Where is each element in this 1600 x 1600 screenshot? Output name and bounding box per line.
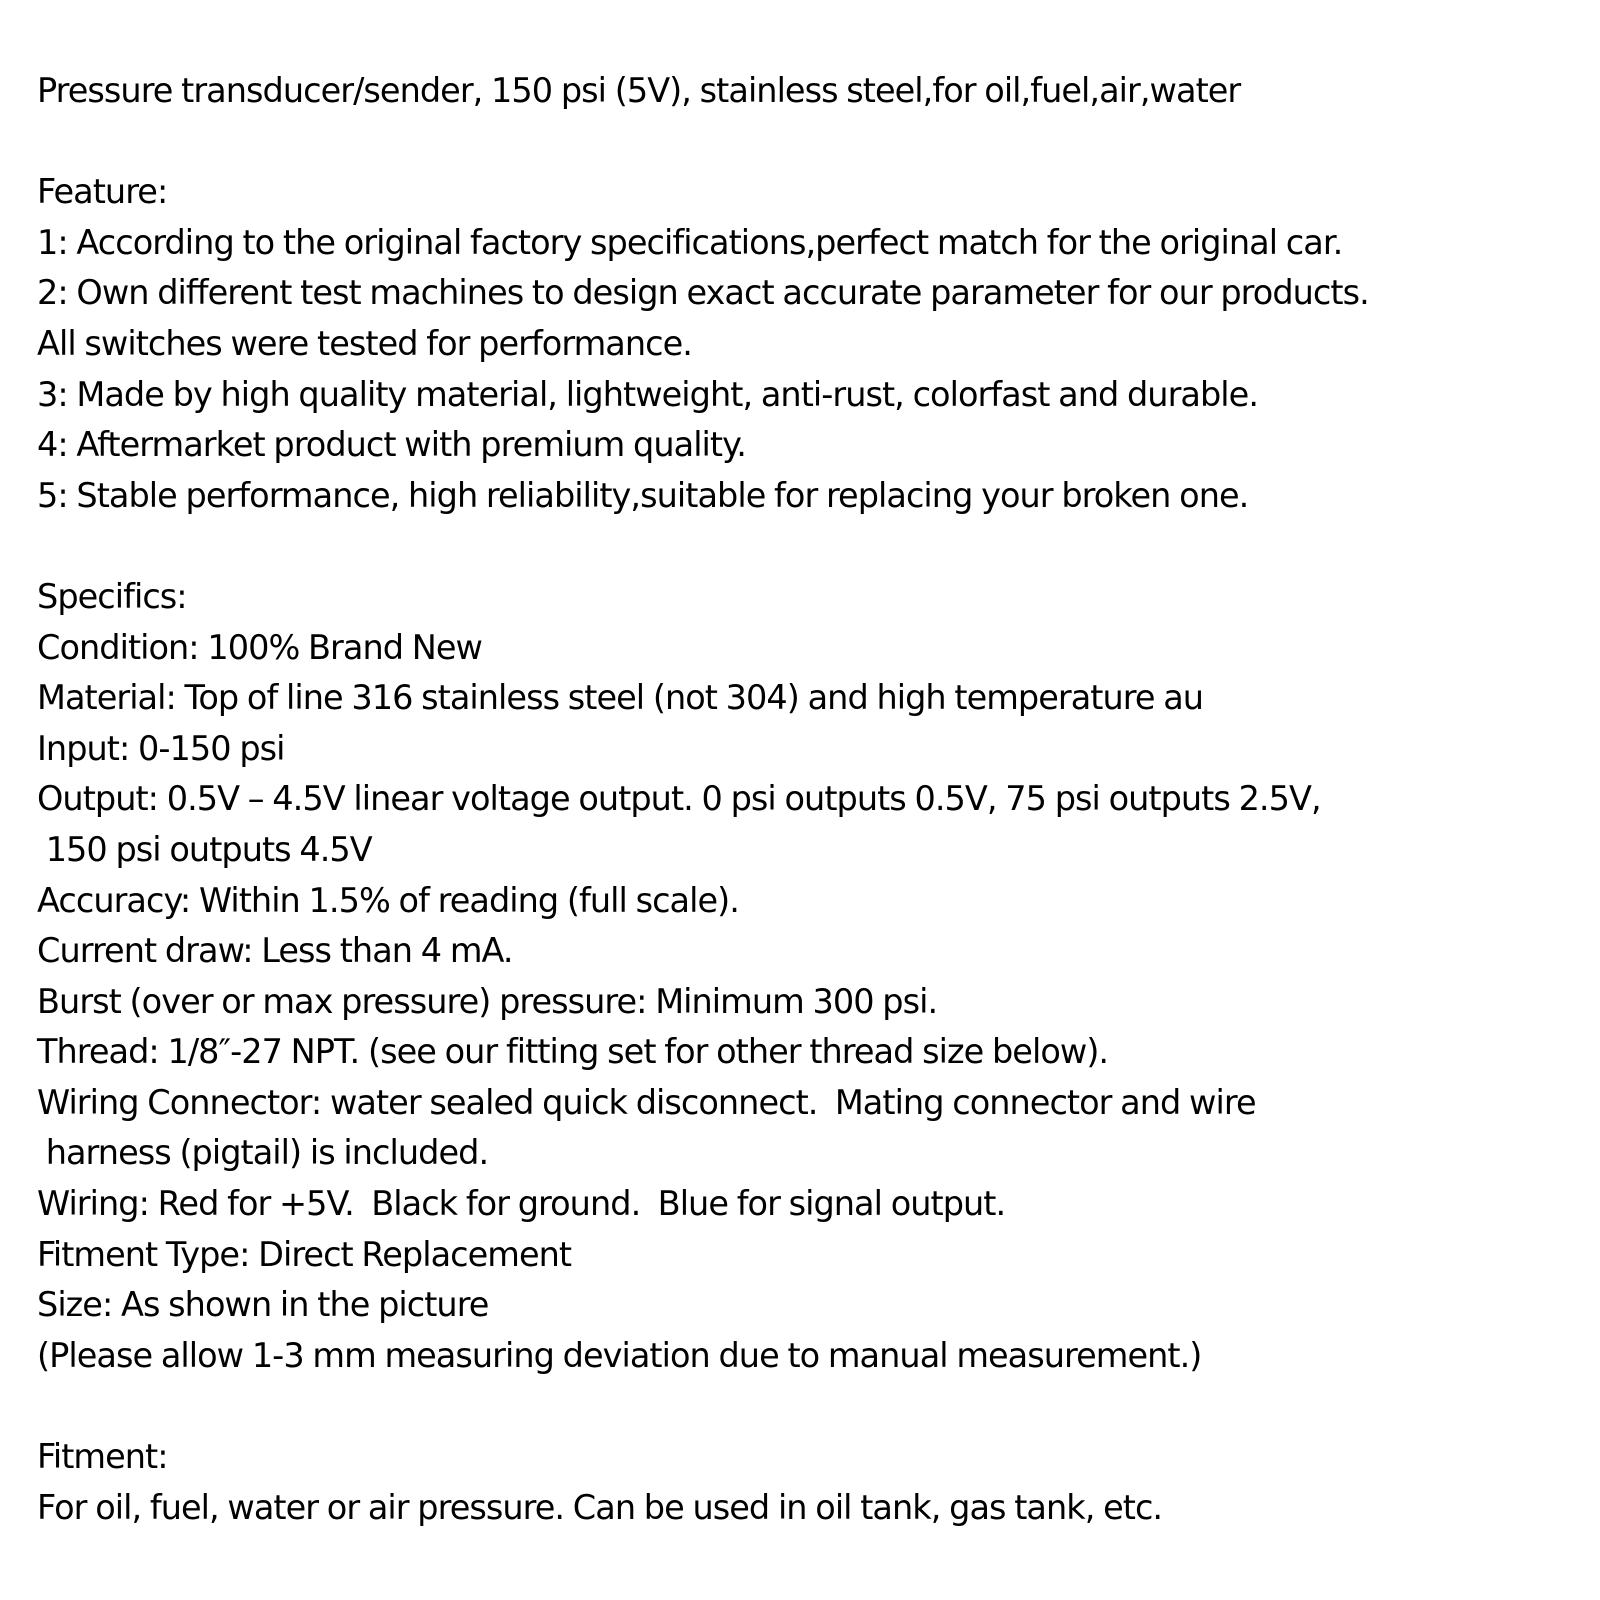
feature-line-3: 3: Made by high quality material, lightweight, anti-rust, colorfast and durable. bbox=[37, 374, 1259, 414]
feature-line-2-continued: All switches were tested for performance. bbox=[37, 323, 692, 363]
spec-current-draw: Current draw: Less than 4 mA. bbox=[37, 931, 513, 971]
spec-burst-pressure: Burst (over or max pressure) pressure: Minimum 300 psi. bbox=[37, 981, 938, 1021]
spec-condition: Condition: 100% Brand New bbox=[37, 627, 482, 667]
fitment-line-1: For oil, fuel, water or air pressure. Can be used in oil tank, gas tank, etc. bbox=[37, 1487, 1163, 1527]
feature-heading: Feature: bbox=[37, 172, 168, 212]
spacer bbox=[37, 521, 1592, 572]
spec-accuracy: Accuracy: Within 1.5% of reading (full scale). bbox=[37, 880, 739, 920]
spec-size: Size: As shown in the picture bbox=[37, 1285, 489, 1325]
spec-input: Input: 0-150 psi bbox=[37, 728, 285, 768]
fitment-section bbox=[37, 1432, 1592, 1533]
feature-line-5: 5: Stable performance, high reliability,suitable for replacing your broken one. bbox=[37, 475, 1249, 515]
spec-fitment-type: Fitment Type: Direct Replacement bbox=[37, 1234, 572, 1274]
spec-material: Material: Top of line 316 stainless steel (not 304) and high temperature au bbox=[37, 678, 1204, 718]
product-description bbox=[37, 66, 1592, 1533]
spec-output: Output: 0.5V – 4.5V linear voltage output. 0 psi outputs 0.5V, 75 psi outputs 2.5V, bbox=[37, 779, 1321, 819]
fitment-heading: Fitment: bbox=[37, 1437, 168, 1477]
product-title: Pressure transducer/sender, 150 psi (5V), stainless steel,for oil,fuel,air,water bbox=[37, 71, 1241, 110]
feature-line-4: 4: Aftermarket product with premium quality. bbox=[37, 425, 746, 465]
spec-wiring: Wiring: Red for +5V. Black for ground. Blue for signal output. bbox=[37, 1184, 1006, 1224]
spacer bbox=[37, 117, 1592, 168]
specifics-section bbox=[37, 572, 1592, 1382]
spacer bbox=[37, 1381, 1592, 1432]
specifics-heading: Specifics: bbox=[37, 576, 187, 616]
spec-wiring-connector-continued: harness (pigtail) is included. bbox=[37, 1133, 489, 1173]
feature-line-1: 1: According to the original factory specifications,perfect match for the original car. bbox=[37, 222, 1343, 262]
spec-size-note: (Please allow 1-3 mm measuring deviation due to manual measurement.) bbox=[37, 1335, 1202, 1375]
spec-output-continued: 150 psi outputs 4.5V bbox=[37, 829, 372, 869]
spec-wiring-connector: Wiring Connector: water sealed quick disconnect. Mating connector and wire bbox=[37, 1082, 1256, 1122]
feature-line-2: 2: Own different test machines to design exact accurate parameter for our products. bbox=[37, 273, 1369, 313]
spec-thread: Thread: 1/8″-27 NPT. (see our fitting set for other thread size below). bbox=[37, 1032, 1109, 1072]
feature-section bbox=[37, 167, 1592, 521]
